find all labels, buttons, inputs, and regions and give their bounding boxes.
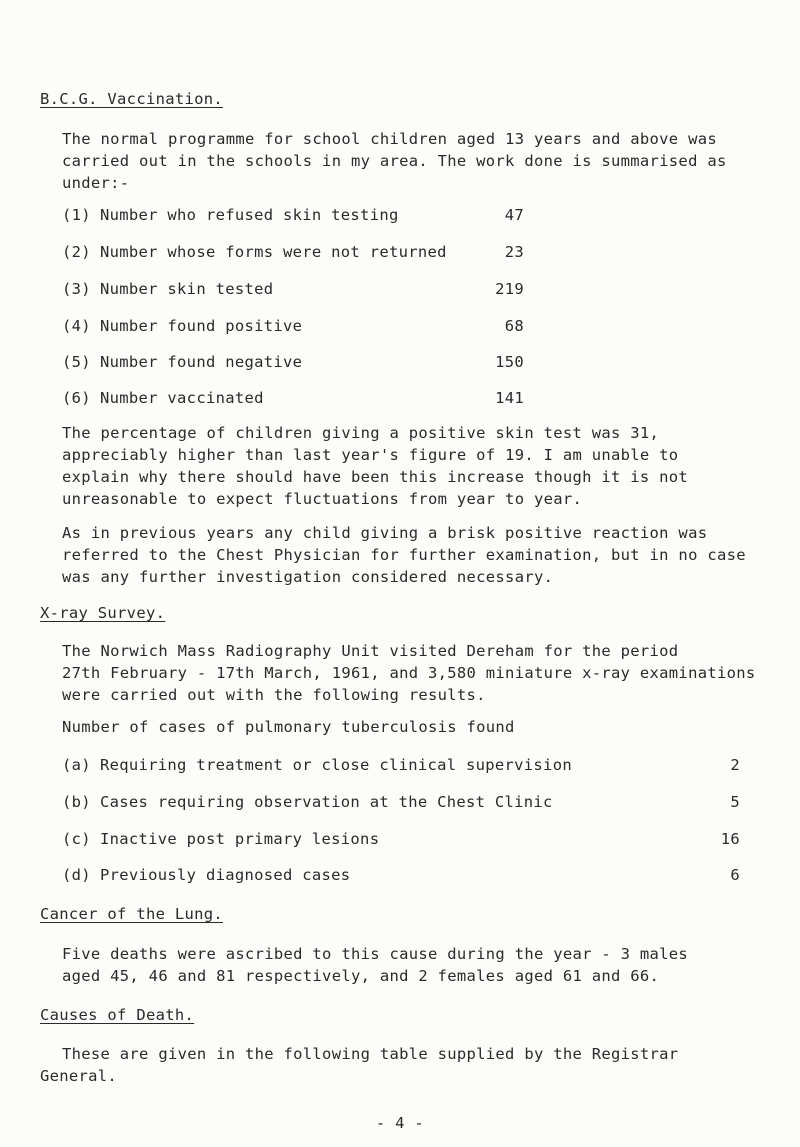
item-value: 6 xyxy=(730,866,740,884)
item-value: 219 xyxy=(495,280,524,298)
causes-paragraph xyxy=(40,1043,742,1087)
item-value: 23 xyxy=(504,243,524,261)
text-line: carried out in the schools in my area. The work done is summarised as xyxy=(62,152,727,170)
bcg-percentage-paragraph xyxy=(62,422,742,510)
item-value: 150 xyxy=(495,353,524,371)
text-line: was any further investigation considered necessary. xyxy=(62,568,554,586)
item-index: (a) xyxy=(62,756,91,774)
item-label: Number skin tested xyxy=(100,280,274,298)
text-line: The percentage of children giving a positive skin test was 31, xyxy=(62,424,660,442)
text-line: explain why there should have been this increase though it is not xyxy=(62,468,689,486)
text-line: The normal programme for school children aged 13 years and above was xyxy=(62,130,717,148)
item-value: 68 xyxy=(504,317,524,335)
text-line: referred to the Chest Physician for further examination, but in no case xyxy=(62,546,746,564)
xray-heading: X-ray Survey. xyxy=(40,604,166,622)
item-label: Number who refused skin testing xyxy=(100,206,399,224)
text-line: The Norwich Mass Radiography Unit visited Dereham for the period xyxy=(62,642,679,660)
item-label: Number found positive xyxy=(100,317,303,335)
item-label: Number vaccinated xyxy=(100,389,264,407)
item-label: Inactive post primary lesions xyxy=(100,830,380,848)
item-index: (6) xyxy=(62,389,91,407)
text-line: General. xyxy=(40,1067,118,1085)
item-index: (4) xyxy=(62,317,91,335)
item-value: 2 xyxy=(730,756,740,774)
item-label: Cases requiring observation at the Chest Clinic xyxy=(100,793,553,811)
item-label: Number whose forms were not returned xyxy=(100,243,447,261)
xray-paragraph xyxy=(62,640,756,706)
bcg-intro-paragraph xyxy=(62,128,742,194)
text-line: These are given in the following table supplied by the Registrar xyxy=(62,1045,679,1063)
item-label: Requiring treatment or close clinical supervision xyxy=(100,756,572,774)
text-line: appreciably higher than last year's figure of 19. I am unable to xyxy=(62,446,679,464)
item-value: 141 xyxy=(495,389,524,407)
item-index: (c) xyxy=(62,830,91,848)
text-line: 27th February - 17th March, 1961, and 3,580 miniature x-ray examinations xyxy=(62,664,756,682)
item-value: 16 xyxy=(720,830,740,848)
bcg-referral-paragraph xyxy=(62,522,746,588)
item-index: (d) xyxy=(62,866,91,884)
item-index: (2) xyxy=(62,243,91,261)
text-line: aged 45, 46 and 81 respectively, and 2 females aged 61 and 66. xyxy=(62,967,660,985)
xray-subheading: Number of cases of pulmonary tuberculosis found xyxy=(62,718,515,736)
item-label: Number found negative xyxy=(100,353,303,371)
causes-heading: Causes of Death. xyxy=(40,1006,195,1024)
text-line: under:- xyxy=(62,174,130,192)
item-value: 47 xyxy=(504,206,524,224)
page-number: - 4 - xyxy=(375,1114,425,1132)
item-label: Previously diagnosed cases xyxy=(100,866,351,884)
item-index: (b) xyxy=(62,793,91,811)
bcg-heading: B.C.G. Vaccination. xyxy=(40,90,224,108)
cancer-paragraph xyxy=(62,943,742,987)
text-line: unreasonable to expect fluctuations from year to year. xyxy=(62,490,583,508)
text-line: were carried out with the following results. xyxy=(62,686,486,704)
item-index: (5) xyxy=(62,353,91,371)
item-value: 5 xyxy=(730,793,740,811)
text-line: As in previous years any child giving a brisk positive reaction was xyxy=(62,524,708,542)
cancer-heading: Cancer of the Lung. xyxy=(40,905,224,923)
item-index: (1) xyxy=(62,206,91,224)
item-index: (3) xyxy=(62,280,91,298)
text-line: Five deaths were ascribed to this cause during the year - 3 males xyxy=(62,945,689,963)
